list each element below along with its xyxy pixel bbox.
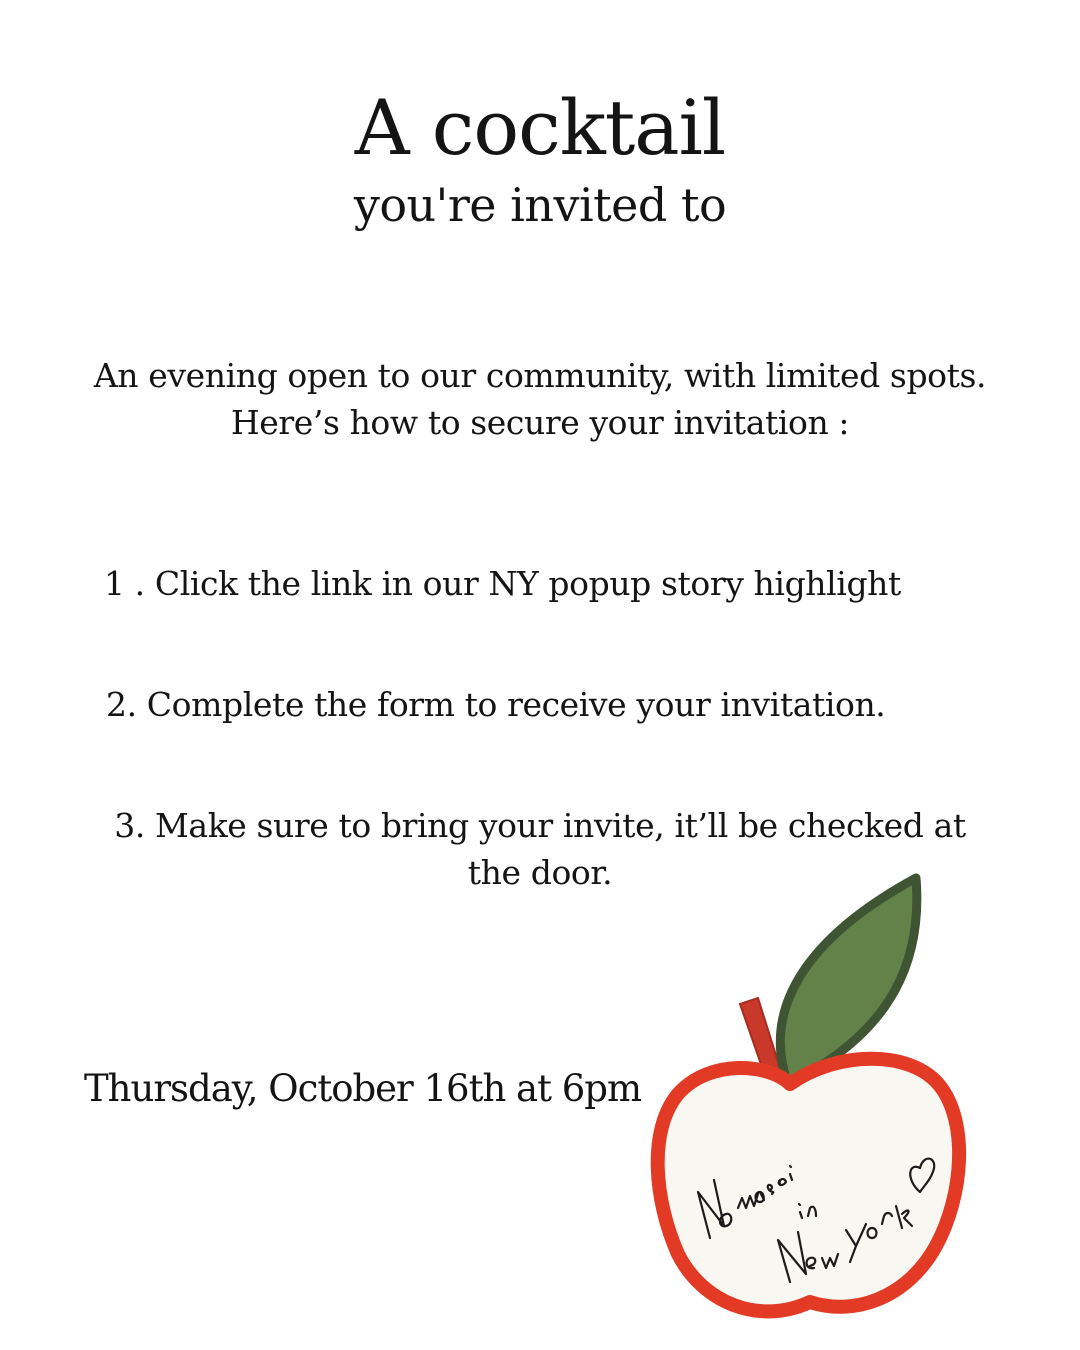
invitation-subtitle: you're invited to [353,178,727,232]
invitation-title: A cocktail [354,83,726,172]
intro-text [40,352,1040,446]
intro-line-2: Here’s how to secure your invitation : [230,403,850,442]
step-3-line-1: 3. Make sure to bring your invite, it’ll be checked at [114,806,966,845]
apple-icon [640,862,980,1332]
step-1: 1 . Click the link in our NY popup story highlight [104,564,901,603]
step-3-line-2: the door. [467,853,613,892]
event-date: Thursday, October 16th at 6pm [84,1067,642,1110]
apple-leaf [780,878,916,1084]
step-2: 2. Complete the form to receive your invitation. [106,685,886,724]
intro-line-1: An evening open to our community, with limited spots. [93,356,987,395]
